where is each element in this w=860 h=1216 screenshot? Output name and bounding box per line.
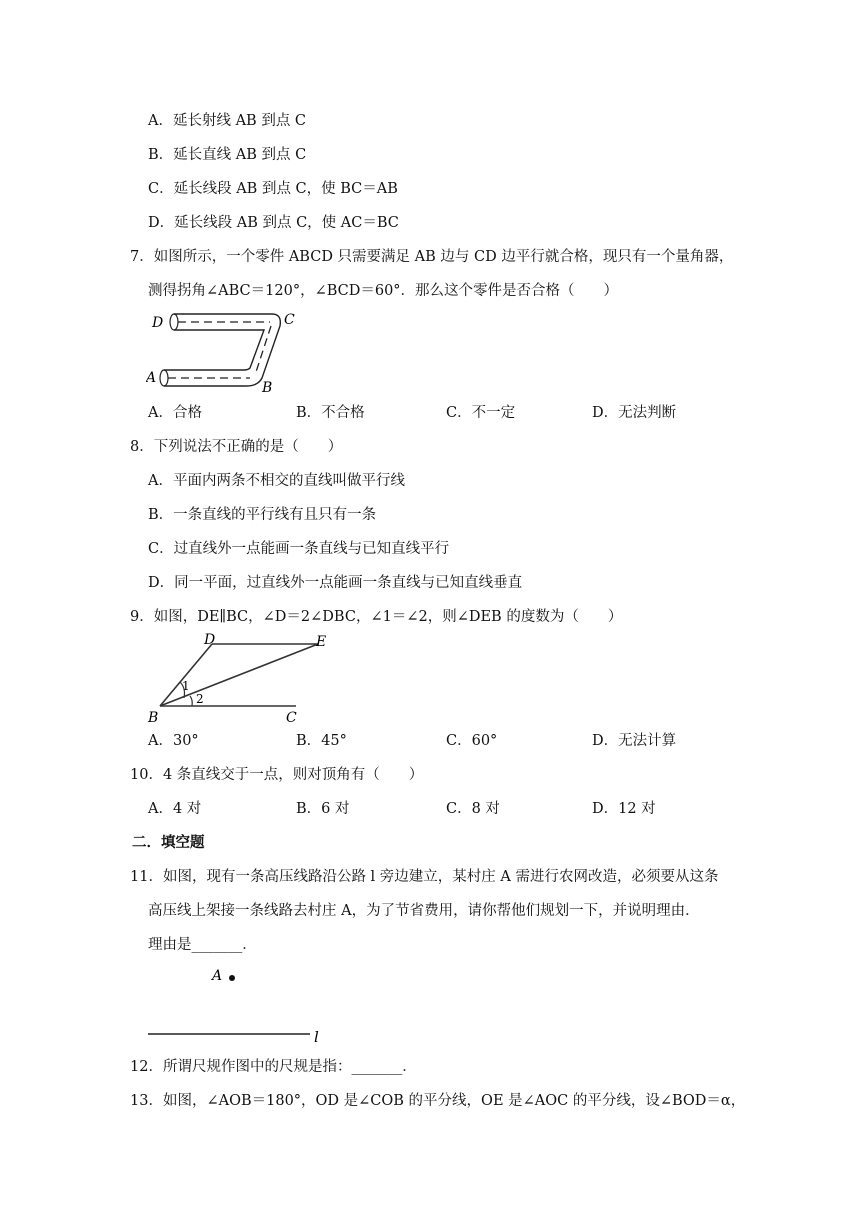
q6-option-b: B．延长直线 AB 到点 C	[148, 147, 307, 163]
q7-stem-line2: 测得拐角∠ABC＝120°，∠BCD＝60°．那么这个零件是否合格（ ）	[148, 283, 619, 299]
q7-option-c: C．不一定	[446, 405, 516, 421]
q9-stem: 9．如图，DE∥BC，∠D＝2∠DBC，∠1＝∠2，则∠DEB 的度数为（ ）	[130, 609, 623, 625]
q7-figure-part-abcd	[146, 306, 296, 394]
q10-option-b: B．6 对	[296, 801, 350, 817]
q7-option-a: A．合格	[148, 405, 202, 421]
q10-option-c: C．8 对	[446, 801, 500, 817]
village-point	[229, 975, 235, 981]
q7-label-a: A	[146, 370, 157, 386]
q9-label-angle-2: 2	[196, 692, 204, 706]
section-title-fill-in: 二．填空题	[132, 834, 205, 851]
q9-option-a: A．30°	[148, 733, 199, 749]
q9-label-b: B	[148, 710, 159, 724]
q11-label-a: A	[212, 968, 223, 984]
q9-figure-triangle	[146, 632, 336, 724]
q9-label-d: D	[204, 632, 216, 648]
q7-stem-line1: 7．如图所示，一个零件 ABCD 只需要满足 AB 边与 CD 边平行就合格，现只有一个量角器，	[130, 249, 734, 265]
q7-label-d: D	[152, 315, 164, 331]
q9-option-b: B．45°	[296, 733, 347, 749]
q10-stem: 10．4 条直线交于一点，则对顶角有（ ）	[130, 767, 424, 783]
q6-option-c: C．延长线段 AB 到点 C，使 BC＝AB	[148, 181, 398, 197]
q7-option-b: B．不合格	[296, 405, 365, 421]
q8-option-b: B．一条直线的平行线有且只有一条	[148, 507, 377, 523]
q8-stem: 8．下列说法不正确的是（ ）	[130, 439, 343, 455]
q9-label-angle-1: 1	[182, 679, 190, 693]
q9-label-c: C	[286, 710, 297, 724]
q11-stem-line1: 11．如图，现有一条高压线路沿公路 l 旁边建立，某村庄 A 需进行农网改造，必须要从这条	[130, 869, 719, 885]
q7-option-d: D．无法判断	[592, 405, 677, 421]
q9-label-e: E	[316, 634, 327, 650]
q8-option-a: A．平面内两条不相交的直线叫做平行线	[148, 473, 405, 489]
q11-figure-road-village	[146, 962, 326, 1046]
q10-option-a: A．4 对	[148, 801, 202, 817]
q11-label-l: l	[314, 1028, 319, 1046]
q7-label-b: B	[262, 380, 273, 394]
q11-stem-line2: 高压线上架接一条线路去村庄 A，为了节省费用，请你帮他们规划一下，并说明理由．	[148, 903, 700, 919]
q6-option-d: D．延长线段 AB 到点 C，使 AC＝BC	[148, 215, 399, 231]
q10-option-d: D．12 对	[592, 801, 656, 817]
q6-option-a: A．延长射线 AB 到点 C	[148, 113, 307, 129]
q11-stem-line3: 理由是_______．	[148, 937, 257, 953]
q9-option-c: C．60°	[446, 733, 498, 749]
q7-label-c: C	[284, 312, 295, 328]
q9-option-d: D．无法计算	[592, 733, 677, 749]
q13-stem: 13．如图，∠AOB＝180°，OD 是∠COB 的平分线，OE 是∠AOC 的平分线，设∠BOD＝α，	[130, 1093, 746, 1109]
q8-option-d: D．同一平面，过直线外一点能画一条直线与已知直线垂直	[148, 575, 523, 591]
q12-stem: 12．所谓尺规作图中的尺规是指：_______．	[130, 1059, 417, 1075]
q8-option-c: C．过直线外一点能画一条直线与已知直线平行	[148, 541, 450, 557]
